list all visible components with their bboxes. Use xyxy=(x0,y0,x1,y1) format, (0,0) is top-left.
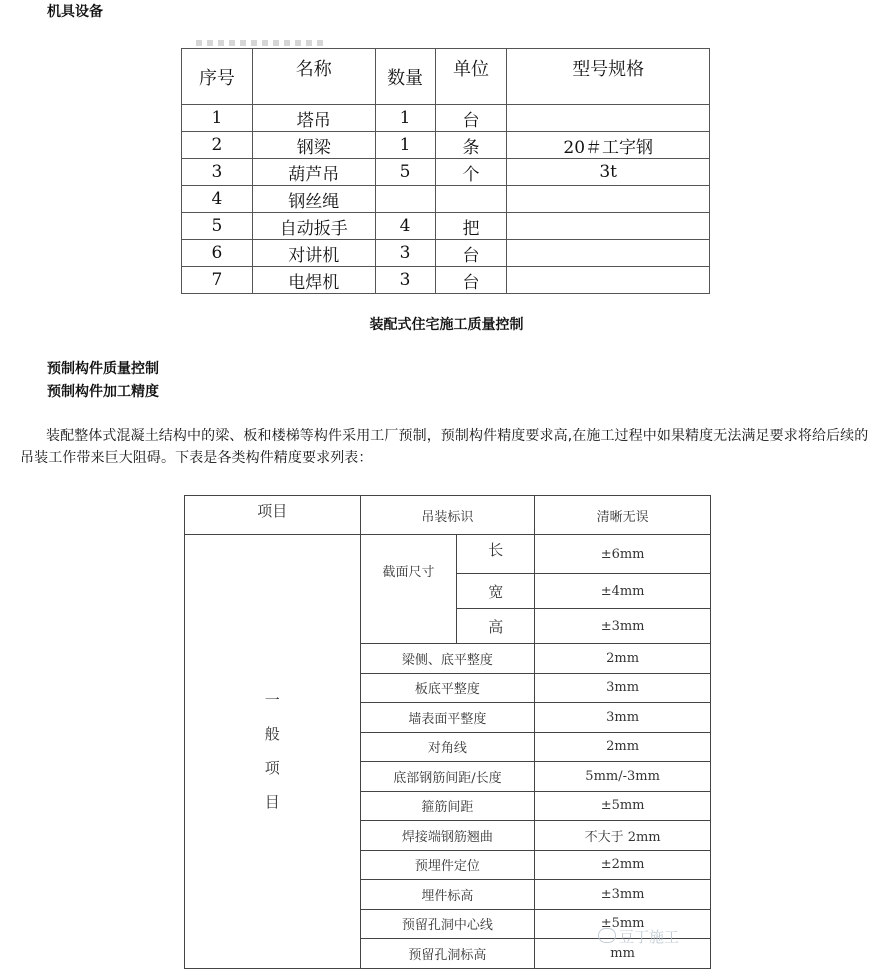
precision-table xyxy=(184,495,711,969)
table-row xyxy=(185,535,711,574)
item-value: 3mm xyxy=(535,673,711,703)
header-cell: 单位 xyxy=(435,49,507,105)
table-cell: 自动扳手 xyxy=(252,213,375,240)
table-cell: 3 xyxy=(375,240,435,267)
table-cell: 塔吊 xyxy=(252,105,375,132)
section-size-label: 截面尺寸 xyxy=(360,535,457,644)
table-cell: 4 xyxy=(375,213,435,240)
table-cell: 台 xyxy=(435,240,507,267)
table-row xyxy=(182,132,710,159)
item-name: 对角线 xyxy=(360,732,535,762)
table-cell: 台 xyxy=(435,267,507,294)
precision-table-header xyxy=(185,496,711,535)
item-value: ±3mm xyxy=(535,880,711,910)
header-cell: 序号 xyxy=(182,49,253,105)
item-name: 底部钢筋间距/长度 xyxy=(360,762,535,792)
table-cell: 葫芦吊 xyxy=(252,159,375,186)
item-name: 预留孔洞中心线 xyxy=(360,909,535,939)
general-items-label xyxy=(185,535,361,969)
table-cell: 电焊机 xyxy=(252,267,375,294)
item-name: 箍筋间距 xyxy=(360,791,535,821)
item-value: 不大于 2mm xyxy=(535,821,711,851)
item-value: 3mm xyxy=(535,703,711,733)
item-name: 预埋件定位 xyxy=(360,850,535,880)
dim-value: ±3mm xyxy=(535,609,711,644)
item-name: 焊接端钢筋翘曲 xyxy=(360,821,535,851)
table-cell xyxy=(375,186,435,213)
watermark xyxy=(598,926,679,947)
item-value: ±2mm xyxy=(535,850,711,880)
item-name: 梁侧、底平整度 xyxy=(360,644,535,674)
table-cell: 5 xyxy=(182,213,253,240)
wechat-icon xyxy=(598,928,616,943)
intro-paragraph xyxy=(20,425,878,469)
item-name: 预留孔洞标高 xyxy=(360,939,535,969)
table-cell: 钢丝绳 xyxy=(252,186,375,213)
item-value: 2mm xyxy=(535,644,711,674)
table-cell: 3t xyxy=(507,159,710,186)
item-name: 埋件标高 xyxy=(360,880,535,910)
table-cell xyxy=(507,105,710,132)
table-cell xyxy=(435,186,507,213)
dim-name: 高 xyxy=(457,609,535,644)
table-cell: 台 xyxy=(435,105,507,132)
table-cell: 3 xyxy=(182,159,253,186)
equipment-table-header xyxy=(182,49,710,105)
table-cell: 钢梁 xyxy=(252,132,375,159)
table-cell: 6 xyxy=(182,240,253,267)
equipment-table xyxy=(181,48,710,294)
table-cell xyxy=(507,240,710,267)
table-cell xyxy=(507,186,710,213)
table-cell: 把 xyxy=(435,213,507,240)
table-cell: 1 xyxy=(182,105,253,132)
table-cell: 3 xyxy=(375,267,435,294)
table-cell: 5 xyxy=(375,159,435,186)
precast-precision-heading: 预制构件加工精度 xyxy=(47,384,159,400)
dim-name: 长 xyxy=(457,535,535,574)
faded-scan-text xyxy=(196,40,326,46)
group-char: 目 xyxy=(264,793,280,812)
paragraph-line-1: 装配整体式混凝土结构中的梁、板和楼梯等构件采用工厂预制，预制构件精度要求高,在施工过程中如果精度无法满足要求将给后续的 xyxy=(46,428,869,444)
table-row xyxy=(182,186,710,213)
table-cell: 条 xyxy=(435,132,507,159)
precast-quality-heading: 预制构件质量控制 xyxy=(47,361,159,377)
group-char: 一 xyxy=(264,691,280,710)
table-row xyxy=(182,267,710,294)
table-row xyxy=(182,213,710,240)
group-char: 项 xyxy=(264,759,280,778)
item-name: 板底平整度 xyxy=(360,673,535,703)
paragraph-line-2: 吊装工作带来巨大阻碍。下表是各类构件精度要求列表： xyxy=(20,450,373,466)
table-cell: 7 xyxy=(182,267,253,294)
table-cell: 2 xyxy=(182,132,253,159)
header-mark: 吊装标识 xyxy=(360,496,535,535)
header-cell: 数量 xyxy=(375,49,435,105)
table-cell: 20＃工字钢 xyxy=(507,132,710,159)
item-value: 5mm/-3mm xyxy=(535,762,711,792)
item-value: mm xyxy=(535,939,711,969)
table-cell xyxy=(507,213,710,240)
equipment-heading: 机具设备 xyxy=(47,4,103,20)
group-char: 般 xyxy=(264,725,280,744)
header-requirement: 清晰无误 xyxy=(535,496,711,535)
table-row xyxy=(182,240,710,267)
header-cell: 名称 xyxy=(252,49,375,105)
dim-value: ±6mm xyxy=(535,535,711,574)
header-cell: 型号规格 xyxy=(507,49,710,105)
watermark-text: 豆丁施工 xyxy=(619,928,680,946)
header-item: 项目 xyxy=(185,496,361,535)
table-cell: 1 xyxy=(375,132,435,159)
dim-name: 宽 xyxy=(457,574,535,609)
table-cell: 4 xyxy=(182,186,253,213)
dim-value: ±4mm xyxy=(535,574,711,609)
table-cell xyxy=(507,267,710,294)
table-cell: 对讲机 xyxy=(252,240,375,267)
table-row xyxy=(182,159,710,186)
item-value: ±5mm xyxy=(535,791,711,821)
item-value: ±5mm xyxy=(535,909,711,939)
table-cell: 个 xyxy=(435,159,507,186)
quality-control-title: 装配式住宅施工质量控制 xyxy=(369,317,524,333)
item-name: 墙表面平整度 xyxy=(360,703,535,733)
table-row xyxy=(182,105,710,132)
item-value: 2mm xyxy=(535,732,711,762)
table-cell: 1 xyxy=(375,105,435,132)
